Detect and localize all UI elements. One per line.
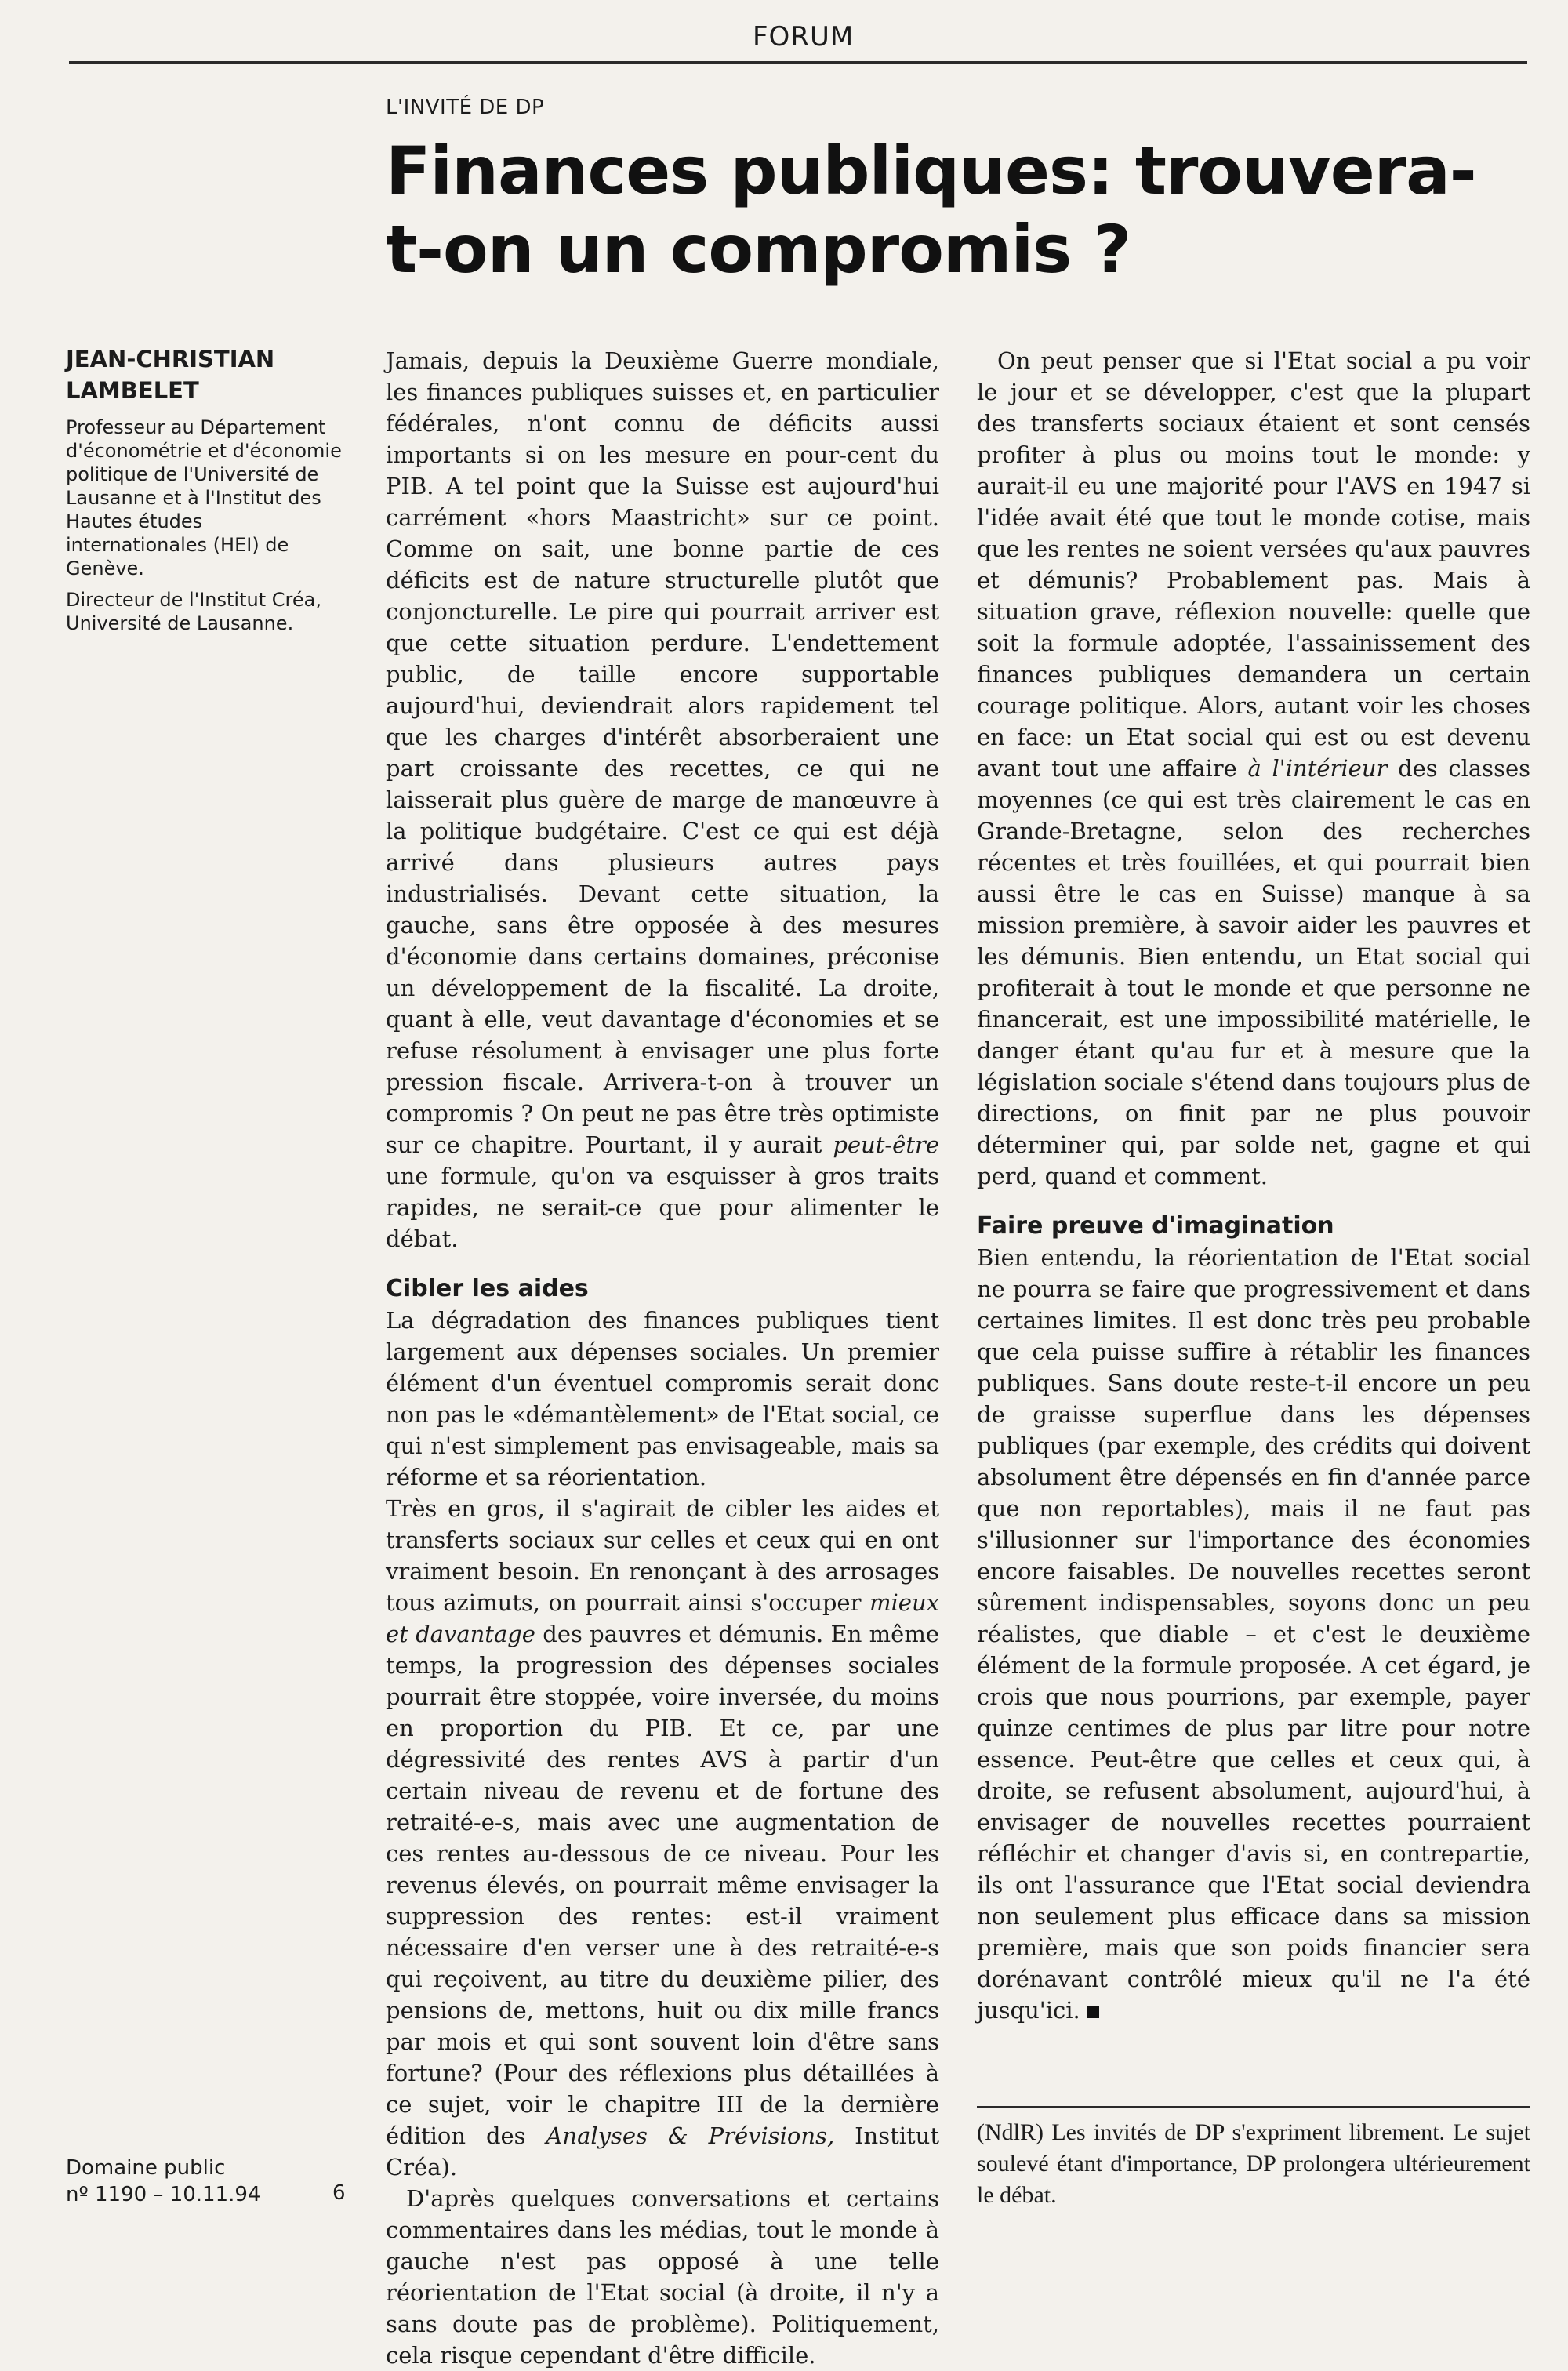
author-bio	[66, 416, 348, 635]
article-paragraph	[977, 345, 1530, 1192]
subheading-cibler: Cibler les aides	[386, 1275, 589, 1302]
emphasis: peut-être	[833, 1131, 940, 1158]
header-rule	[69, 61, 1527, 64]
end-of-article-mark	[1087, 2006, 1099, 2018]
text-run: des classes moyennes (ce qui est très clairement le cas en Grande-Bretagne, selon des recherches récentes et très fouillées, et qui pourrait bien aussi être le cas en Suisse) manque à sa mission première, à savoir aider les pauvres et les démunis. Bien entendu, un Etat social qui profiterait à tout le monde et que personne ne financerait, est une impossibilité matérielle, le danger étant qu'au fur et à mesure que la législation sociale s'étend dans toujours plus de directions, on finit par ne plus pouvoir déterminer qui, par solde net, gagne et qui perd, quand et comment.	[977, 755, 1530, 1189]
kicker: L'INVITÉ DE DP	[386, 96, 545, 119]
article-column-1	[386, 345, 939, 2371]
editor-note: (NdlR) Les invités de DP s'expriment librement. Le sujet soulevé étant d'importance, DP prolongera ultérieurement le débat.	[977, 2119, 1530, 2208]
text-run: On peut penser que si l'Etat social a pu voir le jour et se développer, c'est que la plupart des transferts sociaux étaient et sont censés profiter à plus ou moins tout le monde: y aurait-il eu une majorité pour l'AVS en 1947 si l'idée avait été que tout le monde cotise, mais que les rentes ne soient versées qu'aux pauvres et démunis? Probablement pas. Mais à situation grave, réflexion nouvelle: quelle que soit la formule adoptée, l'assainissement des finances publiques demandera un certain courage politique. Alors, autant voir les choses en face: un Etat social qui est ou est devenu avant tout une affaire	[977, 347, 1530, 782]
author-bio-affiliation: Professeur au Département d'économétrie et d'économie politique de l'Université de Lausanne et à l'Institut des Hautes études internationales (HEI) de Genève.	[66, 416, 342, 579]
footer-publication	[66, 2155, 260, 2208]
article-column-2	[977, 345, 1530, 2026]
subheading-imagination: Faire preuve d'imagination	[977, 1212, 1334, 1240]
page-number: 6	[332, 2181, 346, 2205]
text-run: des pauvres et démunis. En même temps, la progression des dépenses sociales pourrait être stoppée, voire inversée, du moins en proportion du PIB. Et ce, par une dégressivité des rentes AVS à partir d'un certain niveau de revenu et de fortune des retraité-e-s, mais avec une augmentation de ces rentes au-dessous de ce niveau. Pour les revenus élevés, on pourrait même envisager la suppression des rentes: est-il vraiment nécessaire d'en verser une à des retraité-e-s qui reçoivent, au titre du deuxième pilier, des pensions de, mettons, huit ou dix mille francs par mois et qui sont souvent loin d'être sans fortune? (Pour des réflexions plus détaillées à ce sujet, voir le chapitre III de la dernière édition des	[386, 1621, 939, 2149]
article-paragraph: D'après quelques conversations et certains commentaires dans les médias, tout le monde à gauche n'est pas opposé à une telle réorientation de l'Etat social (à droite, il n'y a sans doute pas de problème). Politiquement, cela risque cependant d'être difficile.	[386, 2185, 939, 2369]
article-paragraph	[977, 1242, 1530, 2026]
emphasis: Analyses & Prévisions,	[546, 2122, 835, 2149]
headline: Finances publiques: trouvera-t-on un compromis ?	[386, 133, 1476, 288]
issue-number: nº 1190 – 10.11.94	[66, 2183, 261, 2206]
text-run: Bien entendu, la réorientation de l'Etat social ne pourra se faire que progressivement et dans certaines limites. Il est donc très peu probable que cela puisse suffire à rétablir les finances publiques. Sans doute reste-t-il encore un peu de graisse superflue dans les dépenses publiques (par exemple, des crédits qui doivent absolument être dépensés en fin d'année parce que non reportables), mais il ne faut pas s'illusionner sur l'importance des économies encore faisables. De nouvelles recettes seront sûrement indispensables, soyons donc un peu réalistes, que diable – et c'est le deuxième élément de la formule proposée. A cet égard, je crois que nous pourrions, par exemple, payer quinze centimes de plus par litre pour notre essence. Peut-être que celles et ceux qui, à droite, se refusent absolument, aujourd'hui, à envisager de nouvelles recettes pourraient réfléchir et changer d'avis si, en contrepartie, ils ont l'assurance que l'Etat social deviendra non seulement plus efficace dans sa mission première, mais que son poids financier sera dorénavant contrôlé mieux qu'il ne l'a été jusqu'ici.	[977, 1244, 1530, 2024]
section-label: FORUM	[753, 21, 855, 53]
author-bio-role: Directeur de l'Institut Créa, Université de Lausanne.	[66, 589, 321, 634]
note-rule	[977, 2106, 1530, 2108]
emphasis: à l'intérieur	[1247, 755, 1388, 782]
author-block	[66, 343, 348, 643]
text-run: Institut Créa).	[386, 2122, 940, 2180]
text-run: Très en gros, il s'agirait de cibler les aides et transferts sociaux sur celles et ceux qui en ont vraiment besoin. En renonçant à des arrosages tous azimuts, on pourrait ainsi s'occuper	[386, 1495, 939, 1616]
article-paragraph: La dégradation des finances publiques tient largement aux dépenses sociales. Un premier élément d'un éventuel compromis serait donc non pas le «démantèlement» de l'Etat social, ce qui n'est simplement pas envisageable, mais sa réforme et sa réorientation.	[386, 1307, 939, 1490]
emphasis: mieux et davantage	[386, 1589, 939, 1647]
text-run: une formule, qu'on va esquisser à gros traits rapides, ne serait-ce que pour alimenter le débat.	[386, 1163, 939, 1252]
article-paragraph	[386, 1493, 939, 2183]
publication-name: Domaine public	[66, 2156, 226, 2180]
author-name: JEAN-CHRISTIAN LAMBELET	[66, 346, 275, 404]
text-run: Jamais, depuis la Deuxième Guerre mondiale, les finances publiques suisses et, en particulier fédérales, n'ont connu de déficits aussi importants si on les mesure en pour-cent du PIB. A tel point que la Suisse est aujourd'hui carrément «hors Maastricht» sur ce point. Comme on sait, une bonne partie de ces déficits est de nature structurelle plutôt que conjoncturelle. Le pire qui pourrait arriver est que cette situation perdure. L'endettement public, de taille encore supportable aujourd'hui, deviendrait alors rapidement tel que les charges d'intérêt absorberaient une part croissante des recettes, ce qui ne laisserait plus guère de marge de manœuvre à la politique budgétaire. C'est ce qui est déjà arrivé dans plusieurs autres pays industrialisés. Devant cette situation, la gauche, sans être opposée à des mesures d'économie dans certains domaines, préconise un développement de la fiscalité. La droite, quant à elle, veut davantage d'économies et se refuse résolument à envisager une plus forte pression fiscale. Arrivera-t-on à trouver un compromis ? On peut ne pas être très optimiste sur ce chapitre. Pourtant, il y aurait	[386, 347, 939, 1158]
article-paragraph	[386, 345, 939, 1254]
